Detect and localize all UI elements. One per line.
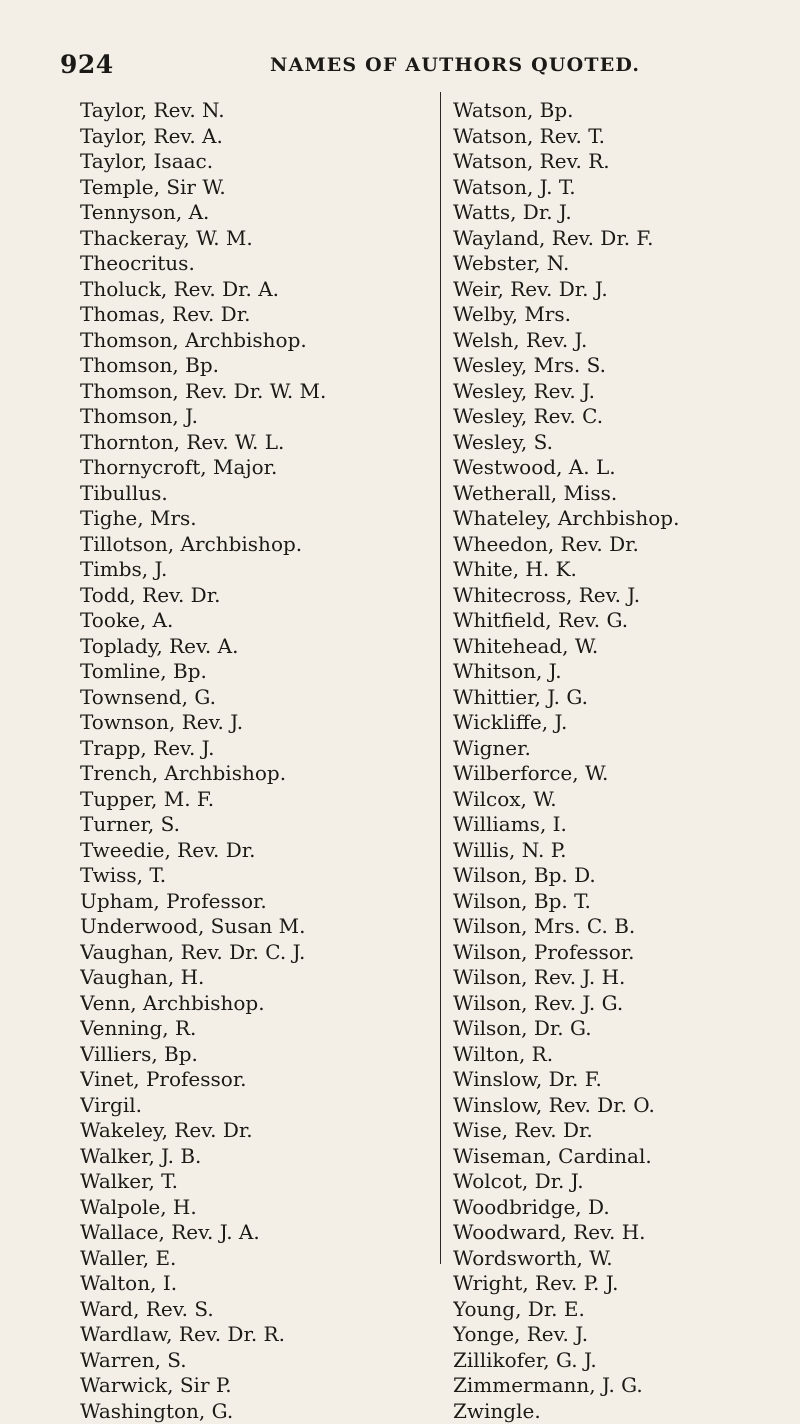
left-column [80, 98, 436, 1424]
author-entry: Wesley, Mrs. S. [453, 353, 793, 379]
author-entry: Tibullus. [80, 481, 436, 507]
author-entry: Ward, Rev. S. [80, 1297, 436, 1323]
author-entry: Wickliffe, J. [453, 710, 793, 736]
author-entry: Theocritus. [80, 251, 436, 277]
author-entry: Woodbridge, D. [453, 1195, 793, 1221]
author-entry: Wright, Rev. P. J. [453, 1271, 793, 1297]
author-entry: Winslow, Dr. F. [453, 1067, 793, 1093]
author-entry: Todd, Rev. Dr. [80, 583, 436, 609]
author-entry: Zimmermann, J. G. [453, 1373, 793, 1399]
author-entry: Virgil. [80, 1093, 436, 1119]
author-entry: Wheedon, Rev. Dr. [453, 532, 793, 558]
author-entry: Wilberforce, W. [453, 761, 793, 787]
author-entry: Tennyson, A. [80, 200, 436, 226]
author-entry: White, H. K. [453, 557, 793, 583]
author-entry: Watson, Rev. T. [453, 124, 793, 150]
author-entry: Wilcox, W. [453, 787, 793, 813]
author-entry: Watson, J. T. [453, 175, 793, 201]
author-entry: Wilson, Bp. D. [453, 863, 793, 889]
author-entry: Zillikofer, G. J. [453, 1348, 793, 1374]
author-entry: Townsend, G. [80, 685, 436, 711]
author-entry: Zwingle. [453, 1399, 793, 1424]
author-entry: Twiss, T. [80, 863, 436, 889]
page-number: 924 [60, 50, 114, 79]
author-entry: Whitecross, Rev. J. [453, 583, 793, 609]
author-entry: Whitfield, Rev. G. [453, 608, 793, 634]
author-entry: Walpole, H. [80, 1195, 436, 1221]
author-entry: Wesley, Rev. C. [453, 404, 793, 430]
author-entry: Timbs, J. [80, 557, 436, 583]
author-entry: Thornycroft, Major. [80, 455, 436, 481]
author-entry: Watts, Dr. J. [453, 200, 793, 226]
author-entry: Venn, Archbishop. [80, 991, 436, 1017]
author-entry: Wilson, Professor. [453, 940, 793, 966]
author-entry: Wordsworth, W. [453, 1246, 793, 1272]
author-entry: Williams, I. [453, 812, 793, 838]
author-entry: Upham, Professor. [80, 889, 436, 915]
author-entry: Thackeray, W. M. [80, 226, 436, 252]
author-entry: Webster, N. [453, 251, 793, 277]
author-entry: Willis, N. P. [453, 838, 793, 864]
author-entry: Thornton, Rev. W. L. [80, 430, 436, 456]
author-entry: Tweedie, Rev. Dr. [80, 838, 436, 864]
author-entry: Wilson, Rev. J. H. [453, 965, 793, 991]
author-entry: Warwick, Sir P. [80, 1373, 436, 1399]
author-entry: Wetherall, Miss. [453, 481, 793, 507]
author-entry: Wayland, Rev. Dr. F. [453, 226, 793, 252]
author-entry: Whitson, J. [453, 659, 793, 685]
author-entry: Vaughan, H. [80, 965, 436, 991]
author-entry: Welby, Mrs. [453, 302, 793, 328]
author-entry: Toplady, Rev. A. [80, 634, 436, 660]
author-entry: Wilson, Mrs. C. B. [453, 914, 793, 940]
author-entry: Westwood, A. L. [453, 455, 793, 481]
author-entry: Thomson, Rev. Dr. W. M. [80, 379, 436, 405]
author-entry: Wilson, Bp. T. [453, 889, 793, 915]
author-entry: Wardlaw, Rev. Dr. R. [80, 1322, 436, 1348]
author-entry: Woodward, Rev. H. [453, 1220, 793, 1246]
author-entry: Whitehead, W. [453, 634, 793, 660]
author-entry: Watson, Bp. [453, 98, 793, 124]
author-entry: Wilson, Dr. G. [453, 1016, 793, 1042]
author-entry: Waller, E. [80, 1246, 436, 1272]
author-entry: Wiseman, Cardinal. [453, 1144, 793, 1170]
page-header [60, 44, 740, 84]
author-entry: Wigner. [453, 736, 793, 762]
author-entry: Winslow, Rev. Dr. O. [453, 1093, 793, 1119]
author-entry: Tholuck, Rev. Dr. A. [80, 277, 436, 303]
author-entry: Wilton, R. [453, 1042, 793, 1068]
author-entry: Venning, R. [80, 1016, 436, 1042]
author-entry: Watson, Rev. R. [453, 149, 793, 175]
author-entry: Taylor, Rev. A. [80, 124, 436, 150]
author-entry: Turner, S. [80, 812, 436, 838]
author-entry: Vinet, Professor. [80, 1067, 436, 1093]
author-entry: Walton, I. [80, 1271, 436, 1297]
author-entry: Warren, S. [80, 1348, 436, 1374]
author-entry: Trench, Archbishop. [80, 761, 436, 787]
author-entry: Weir, Rev. Dr. J. [453, 277, 793, 303]
author-entry: Wallace, Rev. J. A. [80, 1220, 436, 1246]
running-title: NAMES OF AUTHORS QUOTED. [270, 54, 640, 76]
author-entry: Wesley, Rev. J. [453, 379, 793, 405]
author-entry: Washington, G. [80, 1399, 436, 1424]
author-entry: Wise, Rev. Dr. [453, 1118, 793, 1144]
author-entry: Wesley, S. [453, 430, 793, 456]
author-entry: Thomas, Rev. Dr. [80, 302, 436, 328]
author-entry: Tillotson, Archbishop. [80, 532, 436, 558]
author-entry: Thomson, J. [80, 404, 436, 430]
author-entry: Thomson, Archbishop. [80, 328, 436, 354]
author-entry: Trapp, Rev. J. [80, 736, 436, 762]
author-entry: Whittier, J. G. [453, 685, 793, 711]
author-entry: Tighe, Mrs. [80, 506, 436, 532]
author-entry: Vaughan, Rev. Dr. C. J. [80, 940, 436, 966]
author-entry: Young, Dr. E. [453, 1297, 793, 1323]
author-entry: Thomson, Bp. [80, 353, 436, 379]
author-entry: Townson, Rev. J. [80, 710, 436, 736]
author-entry: Temple, Sir W. [80, 175, 436, 201]
author-entry: Walker, J. B. [80, 1144, 436, 1170]
author-entry: Taylor, Isaac. [80, 149, 436, 175]
author-entry: Welsh, Rev. J. [453, 328, 793, 354]
author-entry: Wilson, Rev. J. G. [453, 991, 793, 1017]
author-entry: Wakeley, Rev. Dr. [80, 1118, 436, 1144]
author-entry: Yonge, Rev. J. [453, 1322, 793, 1348]
author-entry: Underwood, Susan M. [80, 914, 436, 940]
author-entry: Tooke, A. [80, 608, 436, 634]
column-divider [440, 92, 441, 1264]
right-column [453, 98, 793, 1424]
author-entry: Taylor, Rev. N. [80, 98, 436, 124]
author-entry: Walker, T. [80, 1169, 436, 1195]
author-entry: Villiers, Bp. [80, 1042, 436, 1068]
author-entry: Tupper, M. F. [80, 787, 436, 813]
author-entry: Tomline, Bp. [80, 659, 436, 685]
author-entry: Whateley, Archbishop. [453, 506, 793, 532]
author-entry: Wolcot, Dr. J. [453, 1169, 793, 1195]
